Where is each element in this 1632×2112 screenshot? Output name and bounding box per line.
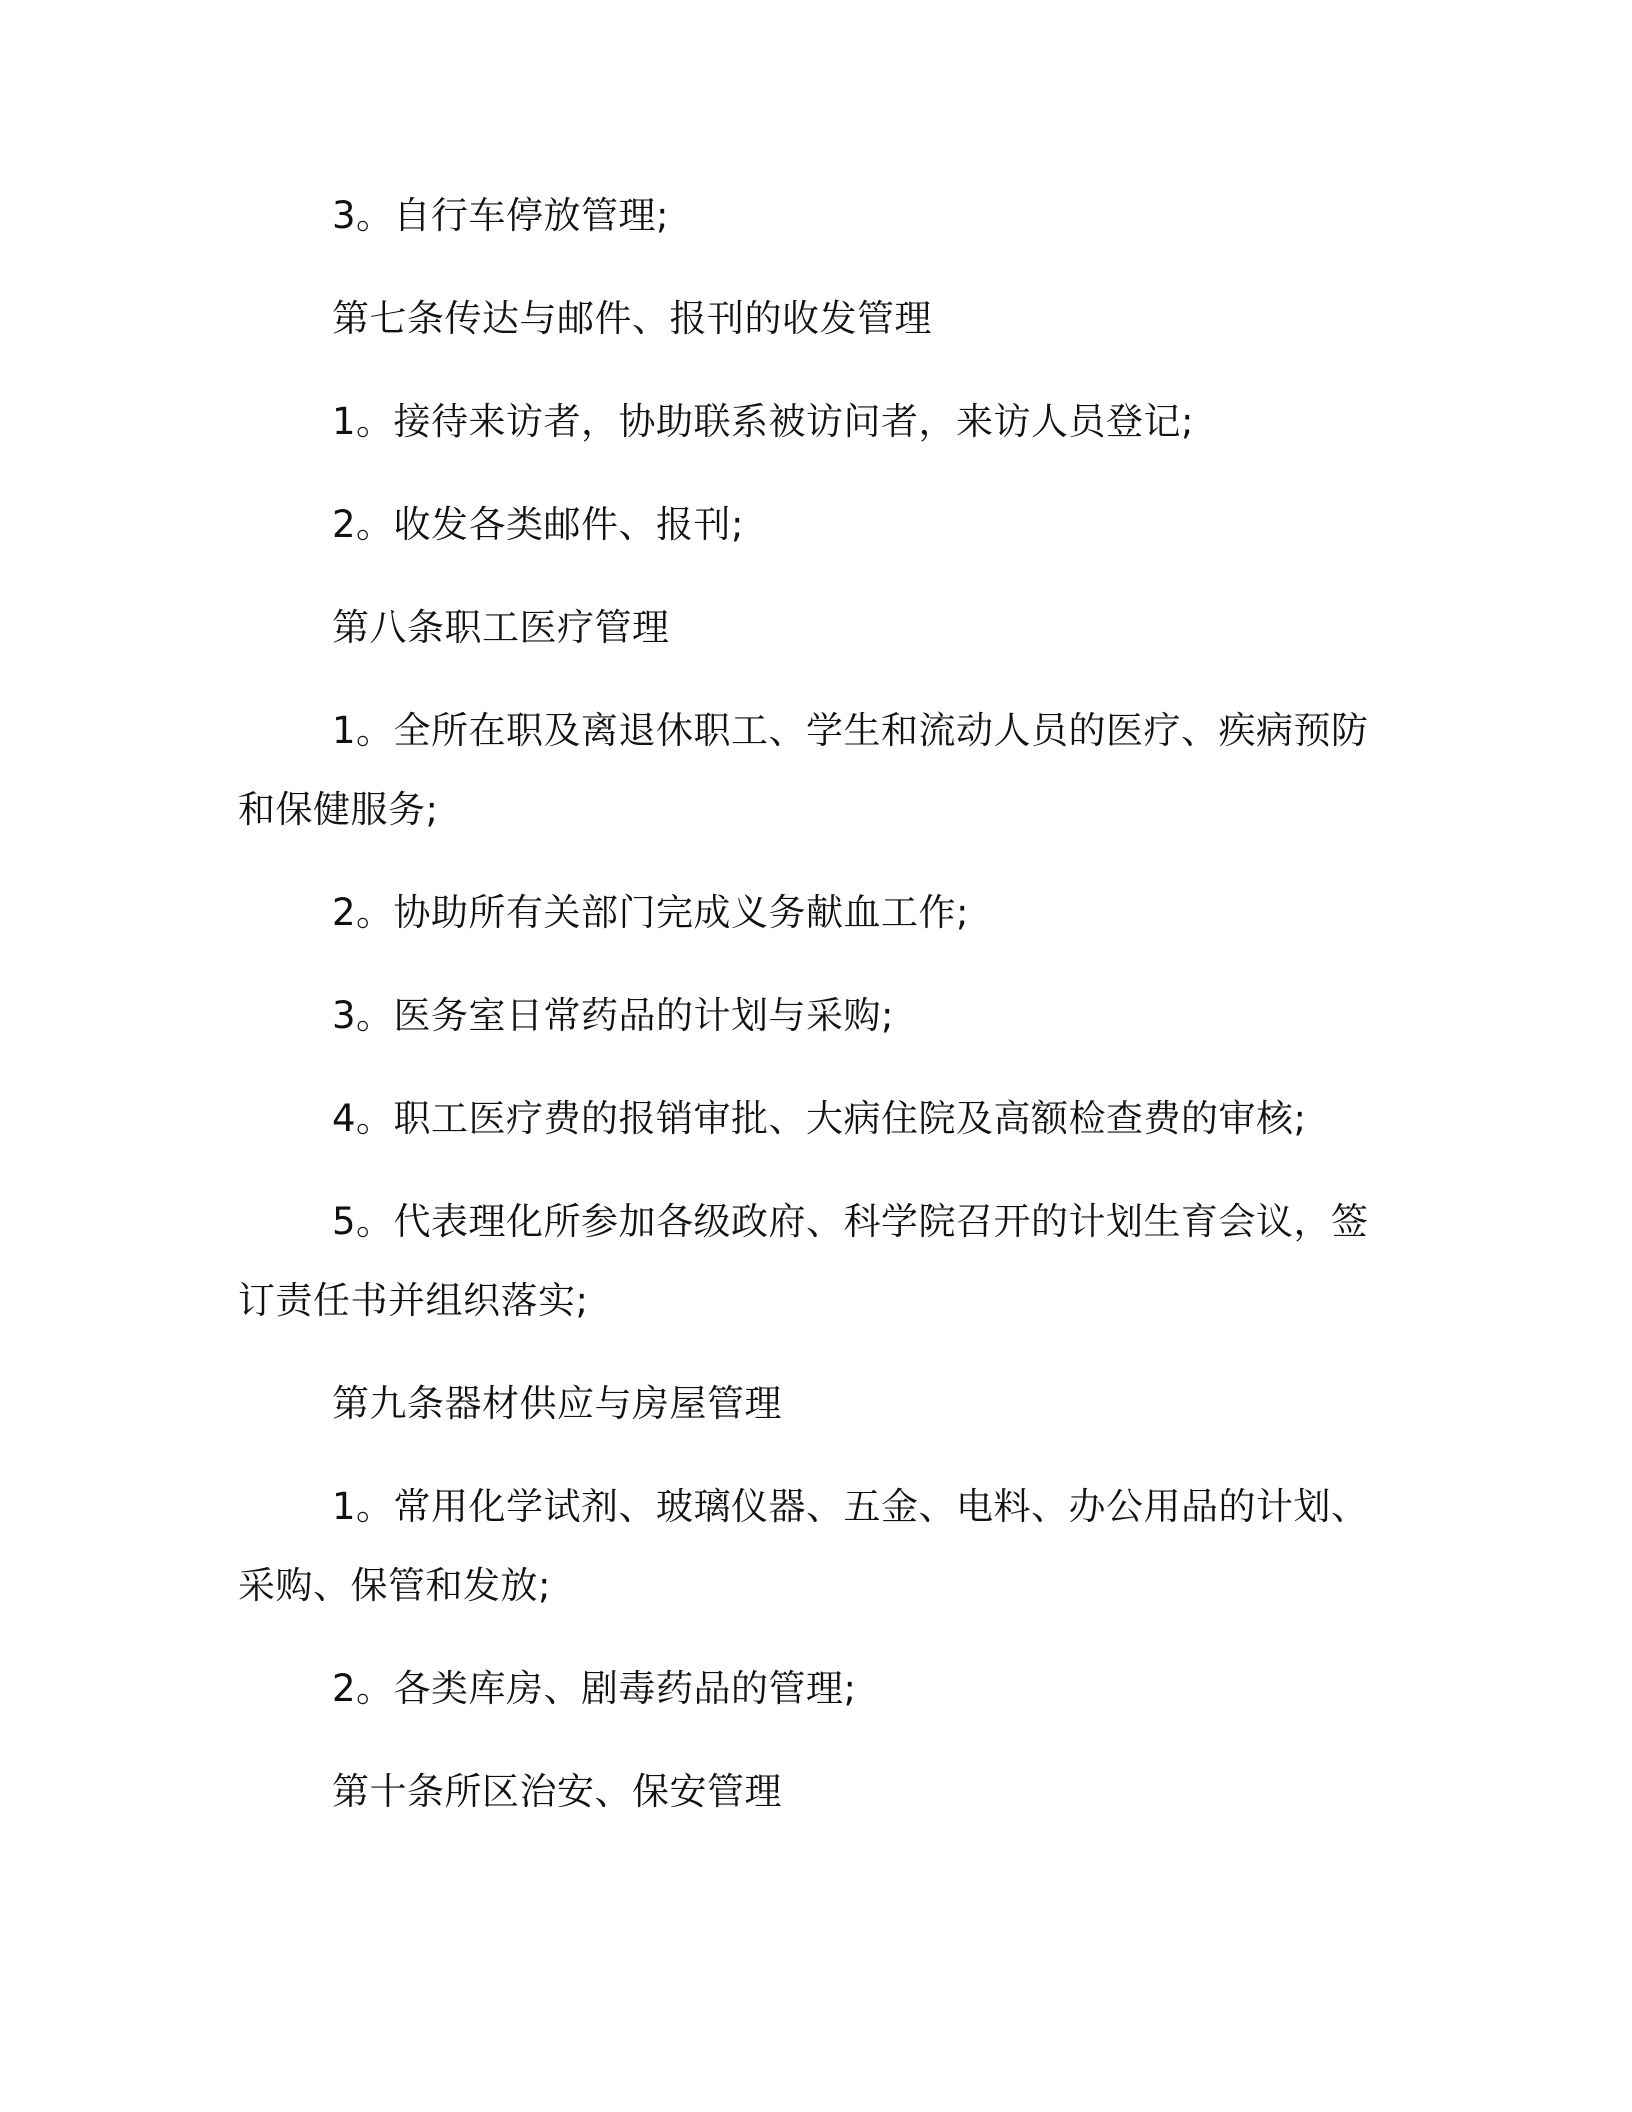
list-item-medical-reimbursement: 4。职工医疗费的报销审批、大病住院及高额检查费的审核; bbox=[332, 1097, 1307, 1140]
article-7-heading: 第七条传达与邮件、报刊的收发管理 bbox=[332, 297, 932, 340]
article-9-heading: 第九条器材供应与房屋管理 bbox=[332, 1382, 782, 1425]
list-item-family-planning-cont: 订责任书并组织落实; bbox=[238, 1279, 589, 1322]
article-8-heading: 第八条职工医疗管理 bbox=[332, 606, 670, 649]
list-item-supplies: 1。常用化学试剂、玻璃仪器、五金、电料、办公用品的计划、 bbox=[332, 1485, 1369, 1528]
list-item-medical-service-cont: 和保健服务; bbox=[238, 788, 439, 831]
list-item-medical-service: 1。全所在职及离退休职工、学生和流动人员的医疗、疾病预防 bbox=[332, 709, 1369, 752]
list-item-family-planning: 5。代表理化所参加各级政府、科学院召开的计划生育会议，签 bbox=[332, 1200, 1369, 1243]
list-item-supplies-cont: 采购、保管和发放; bbox=[238, 1564, 551, 1607]
list-item-mail-distribution: 2。收发各类邮件、报刊; bbox=[332, 503, 745, 546]
list-item-blood-donation: 2。协助所有关部门完成义务献血工作; bbox=[332, 891, 970, 934]
list-item-visitor-reception: 1。接待来访者，协助联系被访问者，来访人员登记; bbox=[332, 400, 1195, 443]
list-item-medicine-procurement: 3。医务室日常药品的计划与采购; bbox=[332, 994, 895, 1037]
list-item-warehouse: 2。各类库房、剧毒药品的管理; bbox=[332, 1667, 857, 1710]
list-item-bicycle-parking: 3。自行车停放管理; bbox=[332, 194, 670, 237]
article-10-heading: 第十条所区治安、保安管理 bbox=[332, 1770, 782, 1813]
